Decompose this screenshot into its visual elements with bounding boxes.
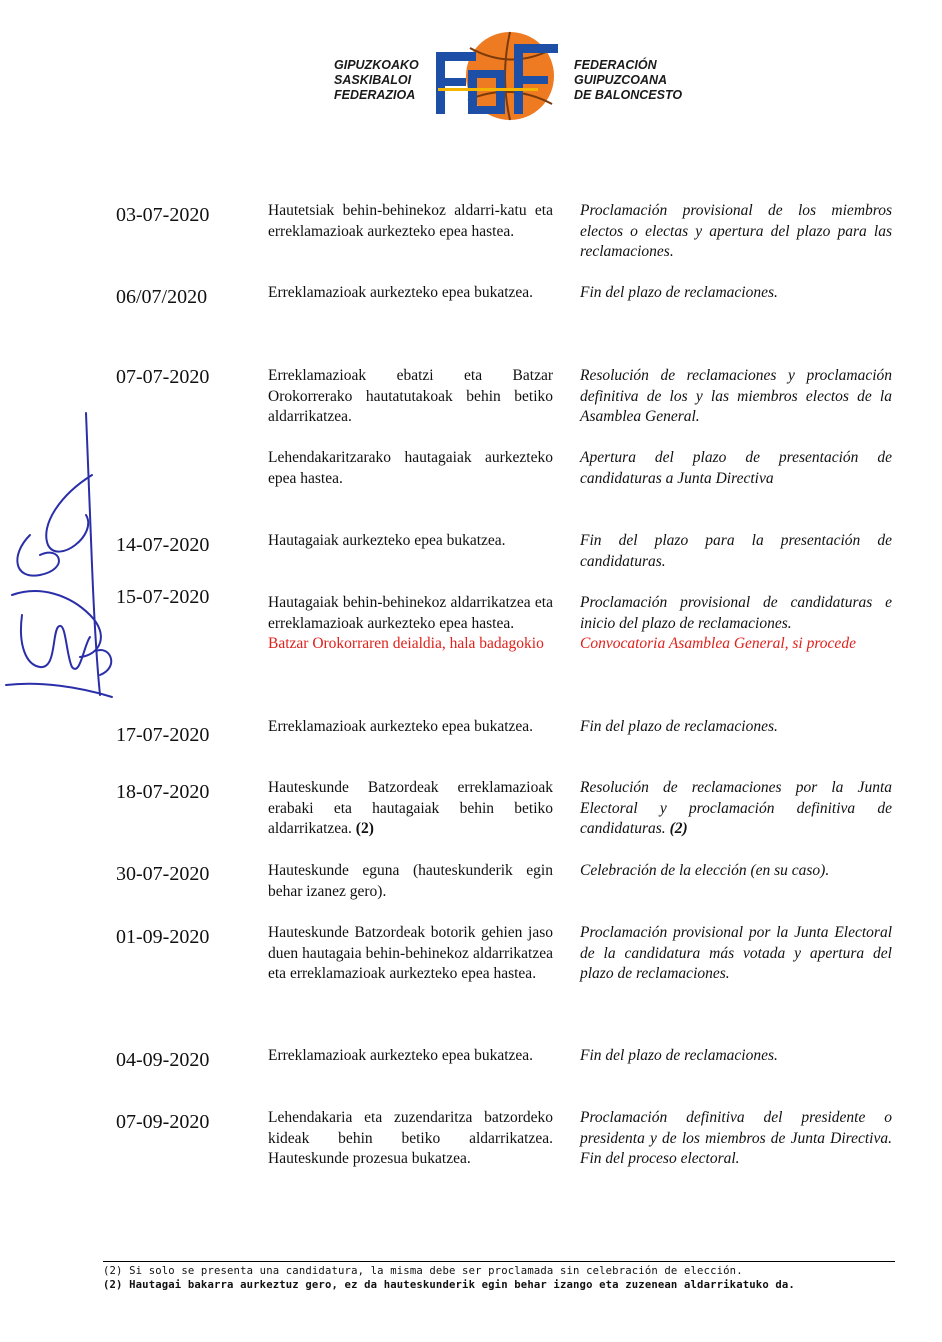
footnotes <box>103 1261 895 1292</box>
row-spanish-text: Fin del plazo de reclamaciones. <box>580 284 778 301</box>
federation-logo <box>430 30 566 126</box>
row-spanish-text: Proclamación provisional de los miembros electos o electas y apertura del plazo para las reclamaciones. <box>580 202 892 260</box>
row-basque-text: Erreklamazioak aurkezteko epea bukatzea. <box>268 284 534 301</box>
row-basque-text: Hautagaiak aurkezteko epea bukatzea. <box>268 532 506 549</box>
handwritten-signature <box>0 405 140 725</box>
row-basque-text: Hauteskunde Batzordeak botorik gehien jaso duen hautagaia behin-behinekoz aldarrikatzea eta erreklamazioak aurkezteko epea hastea. <box>268 924 553 982</box>
row-spanish-text: Proclamación provisional por la Junta Electoral de la candidatura más votada y apertura del plazo de reclamaciones. <box>580 924 892 982</box>
row-spanish-text: Celebración de la elección (en su caso). <box>580 862 830 879</box>
row-spanish-text: Fin del plazo de reclamaciones. <box>580 1047 778 1064</box>
logo-text: fgb <box>430 30 432 31</box>
letterhead <box>0 30 942 130</box>
org-name-basque: GIPUZKOAKO SASKIBALOI FEDERAZIOA <box>334 58 419 102</box>
footnote-ref: (2) <box>669 820 688 837</box>
row-basque-text: Erreklamazioak aurkezteko epea bukatzea. <box>268 718 534 735</box>
row-basque-text: Erreklamazioak aurkezteko epea bukatzea. <box>268 1047 534 1064</box>
row-date: 30-07-2020 <box>116 863 210 885</box>
row-spanish-text: Resolución de reclamaciones y proclamación definitiva de los y las miembros electos de la Asamblea General. <box>580 367 892 425</box>
row-basque-text: Lehendakaria eta zuzendaritza batzordeko kideak behin betiko aldarrikatzea. Hauteskunde prozesua bukatzea. <box>268 1109 553 1167</box>
row-spanish-text: Fin del plazo de reclamaciones. <box>580 718 778 735</box>
row-spanish-text: Fin del plazo para la presentación de candidaturas. <box>580 532 892 570</box>
row-date: 15-07-2020 <box>116 586 210 608</box>
row-basque-text: Erreklamazioak ebatzi eta Batzar Orokorrerako hautatutakoak behin betiko aldarrikatzea. <box>268 367 553 425</box>
row-spanish-text: Resolución de reclamaciones por la Junta Electoral y proclamación definitiva de candidaturas. (2) <box>580 779 892 837</box>
row-date: 17-07-2020 <box>116 724 210 746</box>
row-date: 07-07-2020 <box>116 366 210 388</box>
row-basque-text: Lehendakaritzarako hautagaiak aurkezteko epea hastea. <box>268 449 553 487</box>
row-date: 06/07/2020 <box>116 286 208 308</box>
row-basque-text: Hautetsiak behin-behinekoz aldarri-katu eta erreklamazioak aurkezteko epea hastea. <box>268 202 553 240</box>
row-spanish-text: Proclamación definitiva del presidente o presidenta y de los miembros de Junta Directiva. Fin del proceso electoral. <box>580 1109 892 1167</box>
row-date: 04-09-2020 <box>116 1049 210 1071</box>
row-date: 07-09-2020 <box>116 1111 210 1133</box>
row-date: 14-07-2020 <box>116 534 210 556</box>
row-basque-text: Hauteskunde eguna (hauteskunderik egin behar izanez gero). <box>268 862 553 900</box>
row-basque-text: Hautagaiak behin-behinekoz aldarrikatzea eta erreklamazioak aurkezteko epea hastea. Batzar Orokorraren deialdia, hala badagokio <box>268 593 553 655</box>
row-spanish-red-note: Convocatoria Asamblea General, si procede <box>580 635 856 652</box>
footnote-basque: (2) Hautagai bakarra aurkeztuz gero, ez da hauteskunderik egin behar izango eta zuzenean aldarrikatuko da. <box>103 1278 795 1291</box>
footnote-spanish: (2) Si solo se presenta una candidatura, la misma debe ser proclamada sin celebración de elección. <box>103 1265 743 1277</box>
org-name-spanish: FEDERACIÓN GUIPUZCOANA DE BALONCESTO <box>574 58 683 102</box>
row-date: 18-07-2020 <box>116 781 210 803</box>
footnote-ref: (2) <box>355 820 374 837</box>
row-spanish-text: Apertura del plazo de presentación de candidaturas a Junta Directiva <box>580 449 892 487</box>
row-date: 01-09-2020 <box>116 926 210 948</box>
row-basque-red-note: Batzar Orokorraren deialdia, hala badagokio <box>268 635 544 652</box>
row-spanish-text: Proclamación provisional de candidaturas e inicio del plazo de reclamaciones. Convocatoria Asamblea General, si procede <box>580 593 892 655</box>
row-date: 03-07-2020 <box>116 204 210 226</box>
row-basque-text: Hauteskunde Batzordeak erreklamazioak erabaki eta hautagaiak behin betiko aldarrikatzea. (2) <box>268 779 553 837</box>
